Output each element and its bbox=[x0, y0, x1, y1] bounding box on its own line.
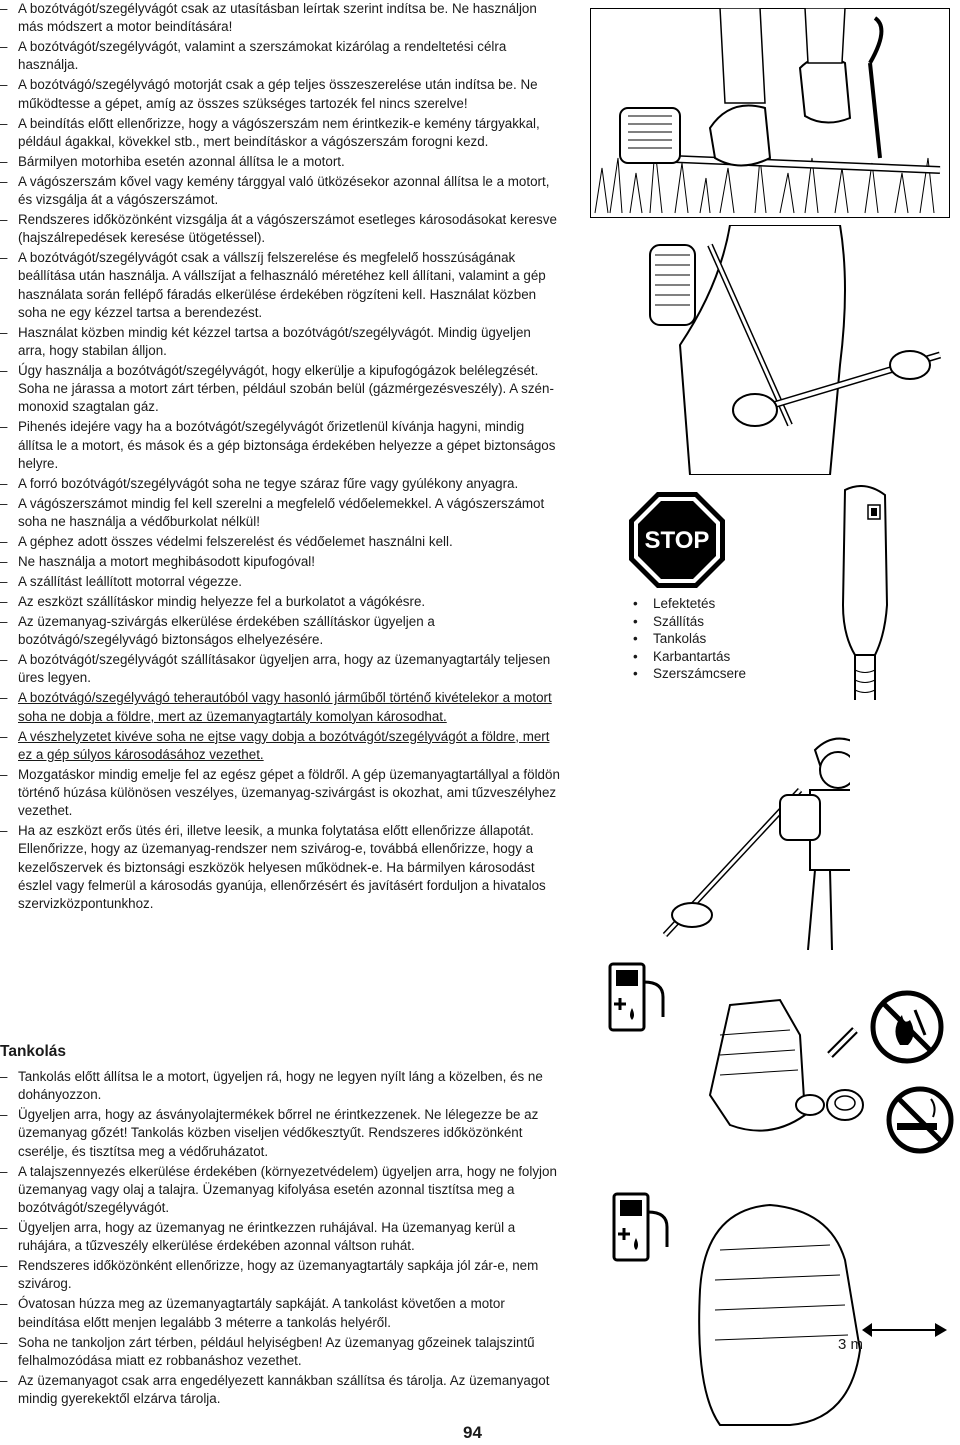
list-item bbox=[0, 573, 560, 591]
fuel-pump-icon-2 bbox=[612, 1192, 672, 1262]
fueling-list bbox=[0, 1068, 560, 1410]
dash-marker: – bbox=[0, 1069, 8, 1084]
figure-start-distance bbox=[680, 1190, 950, 1430]
list-item bbox=[0, 593, 560, 611]
stop-item: • Karbantartás bbox=[633, 648, 731, 664]
list-item-text: Ügyeljen arra, hogy az üzemanyag ne érintkezzen ruhájával. Ha üzemanyag kerül a ruhájára, a tűzveszély elkerülése érdekében azonnal váltson ruhát. bbox=[18, 1220, 516, 1254]
list-item-text: Használat közben mindig két kézzel tartsa a bozótvágót/szegélyvágót. Mindig ügyeljen arra, hogy stabilan álljon. bbox=[18, 324, 531, 359]
list-item bbox=[0, 362, 560, 417]
illustration-fuel-cap bbox=[690, 995, 870, 1145]
list-item bbox=[0, 1257, 560, 1293]
list-item-text: Ne használja a motort meghibásodott kipufogóval! bbox=[18, 554, 316, 570]
list-item bbox=[0, 115, 560, 151]
dash-marker: – bbox=[0, 212, 8, 228]
list-item bbox=[0, 689, 560, 725]
dash-marker: – bbox=[0, 534, 8, 550]
list-item bbox=[0, 76, 560, 112]
illustration-3m-distance bbox=[680, 1190, 950, 1430]
list-item bbox=[0, 249, 560, 322]
fuel-pump-icon bbox=[612, 1192, 672, 1262]
dash-marker: – bbox=[0, 153, 8, 169]
dash-marker: – bbox=[0, 324, 8, 340]
list-item-text: Rendszeres időközönként vizsgálja át a vágószerszámot esetleges károsodásokat keresve (hajszálrepedések keresése ütögetéssel). bbox=[18, 212, 557, 246]
stop-item: • Lefektetés bbox=[633, 596, 716, 611]
list-item-text: A talajszennyezés elkerülése érdekében (környezetvédelem) ügyeljen arra, hogy ne folyjon üzemanyag vagy olaj a talajra. Üzemanyag kifolyása esetén azonnal tisztítsa meg a bozótvágót/szegélyvágót. bbox=[18, 1163, 557, 1216]
list-item bbox=[0, 1106, 560, 1161]
page-number: 94 bbox=[463, 1423, 482, 1442]
no-open-flame-icon bbox=[870, 990, 945, 1065]
dash-marker: – bbox=[0, 690, 8, 706]
fuel-pump-icon-1 bbox=[608, 962, 668, 1032]
list-item-text: A bozótvágót/szegélyvágót, valamint a szerszámokat kizárólag a rendeltetési célra használja. bbox=[18, 39, 507, 73]
list-item bbox=[0, 153, 560, 171]
list-item-text: A bozótvágó/szegélyvágó motorját csak a gép teljes összeszerelése után indítsa be. Ne működtesse a gépet, amíg az összes szükséges tartozék fel nincs szerelve! bbox=[18, 77, 538, 111]
dash-marker: – bbox=[0, 1372, 8, 1388]
dash-marker: – bbox=[0, 39, 8, 55]
illustration-carrying bbox=[660, 720, 850, 950]
dash-marker: – bbox=[0, 594, 8, 610]
list-item-text: A bozótvágót/szegélyvágót csak az utasításban leírtak szerint indítsa be. Ne használjon más módszert a motor beindítására! bbox=[18, 1, 537, 35]
list-item bbox=[0, 553, 560, 571]
list-item-text: A bozótvágót/szegélyvágót csak a vállszíj felszerelése és megfelelő hosszúságának beállítása után használja. A vállszíjat a felhasználó méretéhez kell állítani, valamint a gép használata során fellépő fáradás elkerülése érdekében rögzíteni kell. Használat közben soha ne egy kézzel tartsa a berendezést. bbox=[18, 250, 546, 320]
stop-sign bbox=[627, 490, 727, 590]
dash-marker: – bbox=[0, 419, 8, 435]
list-item bbox=[0, 173, 560, 209]
list-item bbox=[0, 822, 560, 913]
figure-carrying-trimmer bbox=[660, 720, 850, 950]
list-item bbox=[0, 1068, 560, 1104]
dash-marker: – bbox=[0, 728, 8, 744]
dash-marker: – bbox=[0, 652, 8, 668]
list-item-text: A szállítást leállított motorral végezze. bbox=[18, 574, 243, 590]
safety-list bbox=[0, 0, 560, 915]
list-item bbox=[0, 1219, 560, 1255]
list-item-text: Soha ne tankoljon zárt térben, például helyiségben! Az üzemanyag gőzeinek talajszintű felhalmozódása miatt ez robbanáshoz vezethet. bbox=[18, 1334, 535, 1368]
list-item bbox=[0, 766, 560, 821]
list-item bbox=[0, 651, 560, 687]
dash-marker: – bbox=[0, 173, 8, 189]
list-item bbox=[0, 1334, 560, 1370]
section-title-tankolas: Tankolás bbox=[0, 1043, 67, 1060]
list-item-text: Ha az eszközt erős ütés éri, illetve leesik, a munka folytatása előtt ellenőrizze állapotát. Ellenőrizze, hogy az üzemanyag-rendszer nem szivárog-e, továbbá ellenőrizze, hogy a kezelőszervek és biztonsági eszközök helyesen működnek-e. Ha bármilyen károsodást észlel vagy felmerül a károsodás gyanúja, ellenőrzésért és javításért forduljon a hivatalos szervizközpontunkhoz. bbox=[18, 823, 546, 912]
dash-marker: – bbox=[0, 614, 8, 630]
list-item-text: A beindítás előtt ellenőrizze, hogy a vágószerszám nem érintkezik-e kemény tárgyakkal, például ágakkal, kövekkel stb., mert beindításkor a vágószerszám forogni kezd. bbox=[18, 115, 540, 149]
list-item-text: Ügyeljen arra, hogy az ásványolajtermékek bőrrel ne érintkezzenek. Ne lélegezze be az üzemanyag gőzét! Tankolás közben viseljen védőkesztyűt. Rendszeres időközönként cserélje, és tisztítsa meg a védőruházatot. bbox=[18, 1107, 539, 1159]
figure-handle-switch bbox=[835, 485, 895, 705]
list-item-text: Az eszközt szállításkor mindig helyezze fel a burkolatot a vágókésre. bbox=[18, 594, 426, 610]
dash-marker: – bbox=[0, 475, 8, 491]
dash-marker: – bbox=[0, 250, 8, 266]
dash-marker: – bbox=[0, 1107, 8, 1123]
list-item bbox=[0, 38, 560, 74]
list-item bbox=[0, 728, 560, 764]
list-item-text: Tankolás előtt állítsa le a motort, ügyeljen rá, hogy ne legyen nyílt láng a közelben, és ne dohányozzon. bbox=[18, 1069, 543, 1103]
list-item bbox=[0, 1372, 560, 1408]
list-item-text: Pihenés idejére vagy ha a bozótvágót/szegélyvágót őrizetlenül kívánja hagyni, mindig állítsa le a motort, és mások és a gép biztonsága érdekében helyezze a gépet biztonságos helyre. bbox=[18, 419, 556, 471]
stop-sign-text: STOP bbox=[644, 527, 710, 554]
list-item bbox=[0, 211, 560, 247]
stop-conditions-list bbox=[633, 595, 746, 683]
illustration-handle bbox=[835, 485, 895, 705]
dash-marker: – bbox=[0, 1, 8, 16]
list-item-text: Úgy használja a bozótvágót/szegélyvágót, hogy elkerülje a kipufogógázok belélegzését. Soha ne járassa a motort zárt térben, például szobán belül (gázmérgezésveszély). A szén-monoxid szagtalan gáz. bbox=[18, 363, 554, 415]
dash-marker: – bbox=[0, 495, 8, 511]
dash-marker: – bbox=[0, 1296, 8, 1312]
distance-label: 3 m bbox=[838, 1336, 864, 1353]
stop-item: • Tankolás bbox=[633, 631, 707, 646]
dash-marker: – bbox=[0, 574, 8, 590]
list-item-text: Az üzemanyagot csak arra engedélyezett kannákban szállítsa és tárolja. Az üzemanyagot mindig gyerekektől elzárva tárolja. bbox=[18, 1372, 550, 1407]
list-item-text: Bármilyen motorhiba esetén azonnal állítsa le a motort. bbox=[18, 153, 345, 169]
list-item-text: A vágószerszámot mindig fel kell szerelni a megfelelő védőelemekkel. A vágószerszámot soha ne használja a védőburkolat nélkül! bbox=[18, 495, 545, 530]
illustration-operator-strap bbox=[640, 225, 950, 475]
dash-marker: – bbox=[0, 1163, 8, 1179]
dash-marker: – bbox=[0, 1334, 8, 1350]
illustration-hands-trimmer bbox=[590, 8, 950, 218]
figure-fuel-tank bbox=[690, 995, 870, 1145]
dash-marker: – bbox=[0, 1220, 8, 1236]
list-item bbox=[0, 495, 560, 531]
list-item bbox=[0, 0, 560, 36]
list-item bbox=[0, 475, 560, 493]
no-smoking-icon-svg bbox=[885, 1085, 955, 1155]
list-item-text: A bozótvágó/szegélyvágó teherautóból vagy hasonló járműből történő kivételekor a motort soha ne dobja a földre, mert az üzemanyagtartály komolyan károsodhat. bbox=[18, 690, 552, 724]
dash-marker: – bbox=[0, 766, 8, 782]
stop-item: • Szerszámcsere bbox=[633, 666, 747, 681]
dash-marker: – bbox=[0, 823, 8, 839]
list-item-text: A vágószerszám kővel vagy kemény tárggyal való ütközésekor azonnal állítsa le a motort, és vizsgálja át a vágószerszámot. bbox=[18, 173, 550, 208]
dash-marker: – bbox=[0, 115, 8, 131]
figure-hands-trimmer bbox=[590, 8, 950, 218]
list-item-text: A bozótvágót/szegélyvágót szállításakor ügyeljen arra, hogy az üzemanyagtartály teljesen üres legyen. bbox=[18, 652, 551, 686]
list-item bbox=[0, 324, 560, 360]
list-item bbox=[0, 418, 560, 473]
list-item bbox=[0, 533, 560, 551]
list-item bbox=[0, 1163, 560, 1218]
dash-marker: – bbox=[0, 1258, 8, 1274]
list-item-text: A géphez adott összes védelmi felszerelést és védőelemet használni kell. bbox=[18, 534, 453, 550]
fuel-pump-icon bbox=[608, 962, 668, 1032]
stop-item: • Szállítás bbox=[633, 613, 705, 629]
dash-marker: – bbox=[0, 77, 8, 93]
stop-sign-icon bbox=[627, 490, 727, 590]
dash-marker: – bbox=[0, 363, 8, 379]
list-item-text: A forró bozótvágót/szegélyvágót soha ne tegye száraz fűre vagy gyúlékony anyagra. bbox=[18, 475, 519, 491]
list-item bbox=[0, 1295, 560, 1331]
list-item-text: Mozgatáskor mindig emelje fel az egész gépet a földről. A gép üzemanyagtartállyal a földön történő húzása különösen veszélyes, üzemanyag-szivárgást is okozhat, ami tűzveszélyhez vezethet. bbox=[18, 766, 560, 819]
no-smoking-icon bbox=[885, 1085, 955, 1155]
list-item-text: Óvatosan húzza meg az üzemanyagtartály sapkáját. A tankolást követően a motor beindítása előtt menjen legalább 3 méterre a tankolás helyéről. bbox=[18, 1296, 505, 1330]
list-item bbox=[0, 613, 560, 649]
list-item-text: A vészhelyzetet kivéve soha ne ejtse vagy dobja a bozótvágót/szegélyvágót a földre, mert ez a gép súlyos károsodásához vezethet. bbox=[18, 728, 550, 762]
figure-shoulder-strap bbox=[640, 225, 950, 475]
no-fire-icon bbox=[870, 990, 945, 1065]
list-item-text: Az üzemanyag-szivárgás elkerülése érdekében szállításkor ügyeljen a bozótvágó/szegélyvágó biztonságos elhelyezésére. bbox=[18, 614, 435, 648]
list-item-text: Rendszeres időközönként ellenőrizze, hogy az üzemanyagtartály sapkája jól zár-e, nem szivárog. bbox=[18, 1258, 539, 1292]
dash-marker: – bbox=[0, 554, 8, 570]
